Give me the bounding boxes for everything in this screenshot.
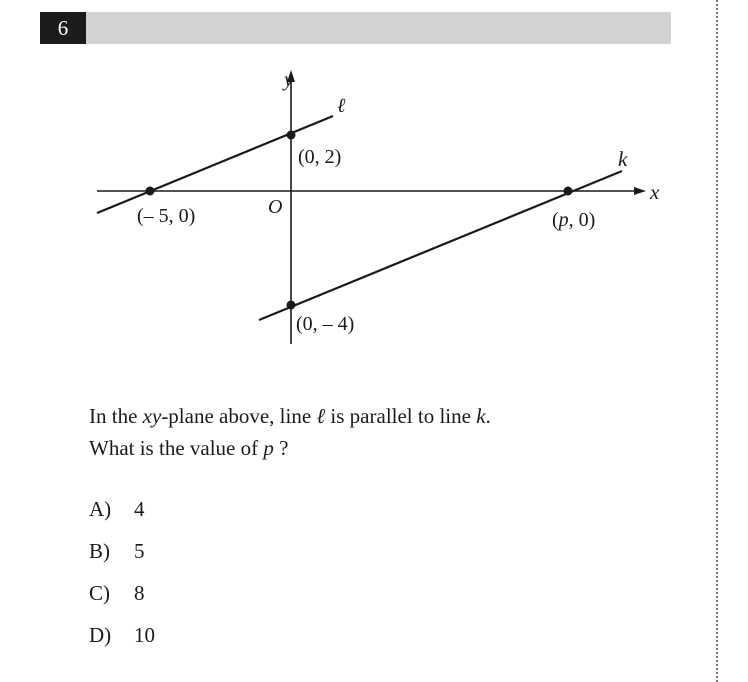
choice-letter: D) — [89, 622, 112, 647]
point-label-0-2: (0, 2) — [298, 146, 342, 168]
choice-letter: A) — [89, 496, 112, 521]
question-number: 6 — [40, 12, 86, 44]
choice-c[interactable] — [89, 572, 155, 614]
answer-choices — [89, 488, 155, 656]
choice-value: 5 — [134, 538, 145, 563]
choice-a[interactable] — [89, 488, 155, 530]
question-line-2: What is the value of p ? — [89, 436, 289, 460]
choice-b[interactable] — [89, 530, 155, 572]
choice-letter: B) — [89, 538, 110, 563]
point-l-x-intercept — [146, 187, 155, 196]
x-axis-label: x — [650, 180, 660, 204]
question-line-1: In the xy-plane above, line ℓ is parallel to line k. — [89, 404, 491, 428]
point-label-neg5-0: (– 5, 0) — [137, 205, 196, 227]
origin-label: O — [268, 196, 283, 218]
point-k-y-intercept — [287, 301, 296, 310]
point-k-x-intercept — [564, 187, 573, 196]
line-l-label: ℓ — [337, 95, 346, 117]
choice-value: 10 — [134, 622, 155, 647]
question-text — [89, 400, 689, 464]
line-k-label: k — [618, 147, 628, 171]
x-axis-arrow-icon — [634, 187, 646, 195]
choice-value: 4 — [134, 496, 145, 521]
point-label-0-neg4: (0, – 4) — [296, 313, 355, 335]
choice-d[interactable] — [89, 614, 155, 656]
choice-value: 8 — [134, 580, 145, 605]
y-axis-label: y — [284, 67, 294, 91]
point-l-y-intercept — [287, 131, 296, 140]
choice-letter: C) — [89, 580, 110, 605]
point-label-p-0: (p, 0) — [552, 209, 596, 231]
